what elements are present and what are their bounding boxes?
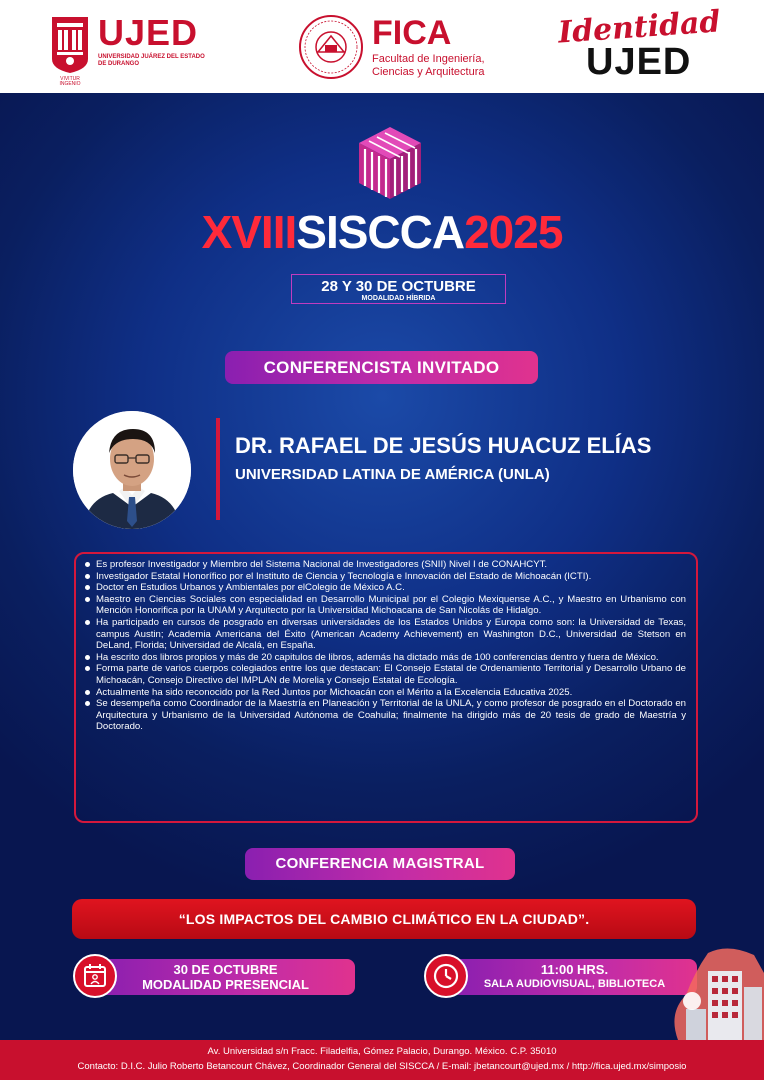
clock-icon — [424, 954, 468, 998]
fica-seal-icon — [298, 14, 364, 80]
conference-time-pill — [452, 959, 697, 995]
conference-time: 11:00 HRS. — [540, 962, 609, 977]
speaker-divider — [216, 418, 220, 520]
speaker-institution: UNIVERSIDAD LATINA DE AMÉRICA (UNLA) — [235, 466, 550, 483]
event-edition: XVIII — [201, 206, 297, 258]
speaker-photo — [73, 411, 191, 529]
bio-item: Doctor en Estudios Urbanos y Ambientales por elColegio de México A.C. — [96, 582, 686, 594]
bio-item: Forma parte de varios cuerpos colegiados entre los que destacan: El Consejo Estatal de Ordenamiento Territorial y Desarrollo Urbano de Michoacán, Consejo Directivo del IMPLAN de Morelia y Consejo Estatal de Ecología. — [96, 663, 686, 686]
footer-address: Av. Universidad s/n Fracc. Filadelfia, Gómez Palacio, Durango. México. C.P. 35010 — [207, 1046, 557, 1057]
fica-name: FICA — [372, 14, 452, 52]
bio-item: Investigador Estatal Honorífico por el Instituto de Ciencia y Tecnología e Innovación del Estado de Michoacán (ICTI). — [96, 571, 686, 583]
crest-caption: VIVITUR INGENIO — [59, 76, 81, 87]
ujed-logo — [50, 12, 208, 87]
ujed-subtitle: UNIVERSIDAD JUÁREZ DEL ESTADO DE DURANGO — [98, 54, 205, 67]
event-dates-box — [291, 274, 506, 304]
fica-logo — [298, 14, 485, 80]
bio-item: Actualmente ha sido reconocido por la Red Juntos por Michoacán con el Mérito a la Excelencia Educativa 2025. — [96, 687, 686, 699]
identidad-ujed-logo — [556, 4, 728, 83]
event-poster — [0, 93, 764, 1040]
event-year: 2025 — [464, 206, 563, 258]
bio-item: Ha participado en cursos de posgrado en diversas universidades de los Estados Unidos y Europa como son: la Universidad de Texas, campus Austin; Academia Americana del Éxito (American Academy Achievement) en Washington D.C., Universidad de Stetson en DeLand, Florida; Universidad de Alcalá, en España. — [96, 616, 686, 652]
conference-modality: MODALIDAD PRESENCIAL — [142, 977, 309, 992]
calendar-icon — [73, 954, 117, 998]
footer-contact: Contacto: D.I.C. Julio Roberto Betancourt Chávez, Coordinador General del SISCCA / E-mail: jbetancourt@ujed.mx / http://fica.ujed.mx/simposio — [77, 1061, 687, 1072]
speaker-section-label: CONFERENCISTA INVITADO — [225, 351, 538, 384]
bio-list — [96, 559, 686, 733]
identidad-script: Identidad — [556, 4, 722, 51]
fica-subtitle-line2: Ciencias y Arquitectura — [372, 66, 485, 78]
siscca-cube-icon — [355, 123, 425, 203]
ujed-crest-icon — [50, 15, 90, 87]
footer — [0, 1040, 764, 1080]
bio-item: Es profesor Investigador y Miembro del Sistema Nacional de Investigadores (SNII) Nivel I de CONAHCYT. — [96, 559, 686, 571]
conference-venue: SALA AUDIOVISUAL, BIBLIOTECA — [483, 978, 666, 990]
conference-title: “LOS IMPACTOS DEL CAMBIO CLIMÁTICO EN LA CIUDAD”. — [72, 899, 696, 939]
bio-item: Ha escrito dos libros propios y más de 20 capitulos de libros, además ha dictado más de 100 conferencias dentro y fuera de México. — [96, 652, 686, 664]
speaker-bio — [74, 552, 698, 823]
identidad-name: UJED — [586, 41, 692, 83]
header — [0, 0, 764, 93]
building-illustration — [668, 943, 764, 1040]
event-name: SISCCA — [296, 206, 465, 258]
event-modality: MODALIDAD HÍBRIDA — [361, 295, 436, 302]
speaker-name: DR. RAFAEL DE JESÚS HUACUZ ELÍAS — [235, 433, 652, 458]
fica-subtitle-line1: Facultad de Ingeniería, — [372, 53, 485, 65]
bio-item: Maestro en Ciencias Sociales con especialidad en Desarrollo Municipal por el Colegio Mexiquense A.C., y Maestro en Urbanismo con Mención Honorifica por la UNAM y Arquitecto por la Universidad Michoacana de San Nicolás de Hidalgo. — [96, 593, 686, 617]
conference-section-label: CONFERENCIA MAGISTRAL — [245, 848, 515, 880]
ujed-name: UJED — [98, 12, 199, 53]
bio-item: Se desempeña como Coordinador de la Maestría en Planeación y Territorial de la UNLA, y como profesor de posgrado en el Doctorado en Arquitectura y Urbanismo de la Universidad Autónoma de Coahuila; finalmente ha dirigido más de 20 tesis de grado de Maestría y Doctorado. — [96, 698, 686, 733]
event-dates: 28 Y 30 DE OCTUBRE — [321, 278, 476, 295]
event-title — [0, 206, 764, 258]
conference-date: 30 DE OCTUBRE — [173, 962, 278, 977]
conference-date-pill — [96, 959, 355, 995]
